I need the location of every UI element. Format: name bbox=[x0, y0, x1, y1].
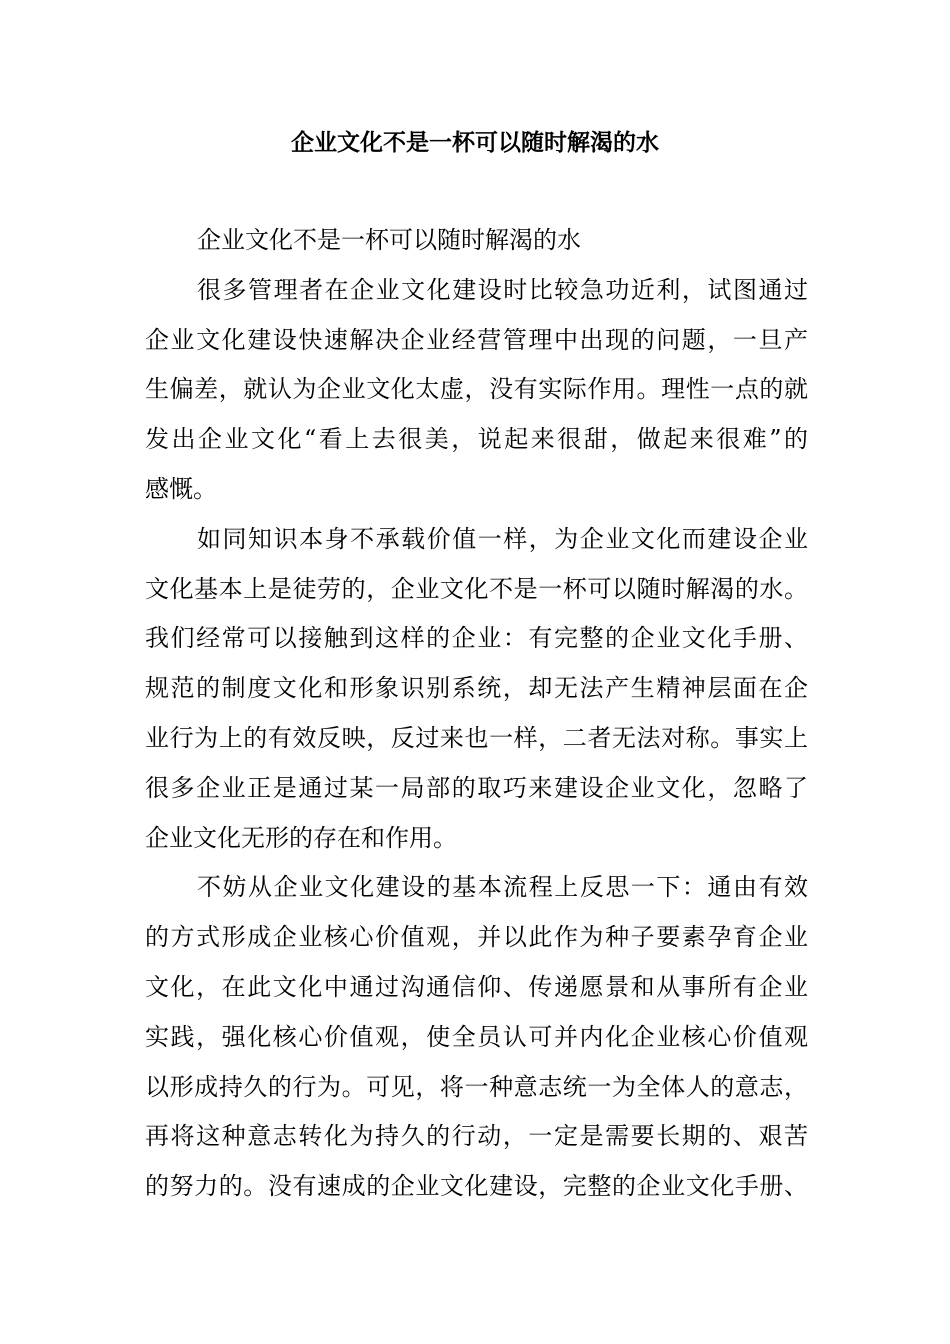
paragraph-1-line: 发出企业文化“看上去很美，说起来很甜，做起来很难”的 bbox=[145, 425, 808, 454]
paragraph-3-line: 再将这种意志转化为持久的行动，一定是需要长期的、艰苦 bbox=[145, 1122, 808, 1151]
paragraph-2-line: 规范的制度文化和形象识别系统，却无法产生精神层面在企 bbox=[145, 674, 808, 703]
paragraph-3-line: 以形成持久的行为。可见，将一种意志统一为全体人的意志， bbox=[145, 1072, 808, 1101]
paragraph-2-line: 企业文化无形的存在和作用。 bbox=[145, 823, 457, 852]
subtitle-line: 企业文化不是一杯可以随时解渴的水 bbox=[197, 226, 581, 254]
paragraph-3-line: 的努力的。没有速成的企业文化建设，完整的企业文化手册、 bbox=[145, 1172, 808, 1201]
paragraph-2-line: 如同知识本身不承载价值一样，为企业文化而建设企业 bbox=[197, 524, 808, 553]
paragraph-1-line: 感慨。 bbox=[145, 474, 217, 503]
paragraph-3-line: 文化，在此文化中通过沟通信仰、传递愿景和从事所有企业 bbox=[145, 972, 808, 1001]
paragraph-1-line: 生偏差，就认为企业文化太虚，没有实际作用。理性一点的就 bbox=[145, 375, 808, 404]
document-body bbox=[145, 216, 808, 1212]
paragraph-1-line: 很多管理者在企业文化建设时比较急功近利，试图通过 bbox=[197, 275, 808, 304]
paragraph-3-line: 的方式形成企业核心价值观，并以此作为种子要素孕育企业 bbox=[145, 923, 808, 952]
document-title: 企业文化不是一杯可以随时解渴的水 bbox=[291, 129, 659, 156]
paragraph-2-line: 业行为上的有效反映，反过来也一样，二者无法对称。事实上 bbox=[145, 723, 808, 752]
paragraph-3-line: 实践，强化核心价值观，使全员认可并内化企业核心价值观 bbox=[145, 1022, 808, 1051]
paragraph-3-line: 不妨从企业文化建设的基本流程上反思一下：通由有效 bbox=[197, 873, 808, 902]
paragraph-2-line: 我们经常可以接触到这样的企业：有完整的企业文化手册、 bbox=[145, 624, 808, 653]
paragraph-1-line: 企业文化建设快速解决企业经营管理中出现的问题，一旦产 bbox=[145, 325, 808, 354]
paragraph-2-line: 很多企业正是通过某一局部的取巧来建设企业文化，忽略了 bbox=[145, 773, 808, 802]
paragraph-2-line: 文化基本上是徒劳的，企业文化不是一杯可以随时解渴的水。 bbox=[145, 574, 808, 603]
